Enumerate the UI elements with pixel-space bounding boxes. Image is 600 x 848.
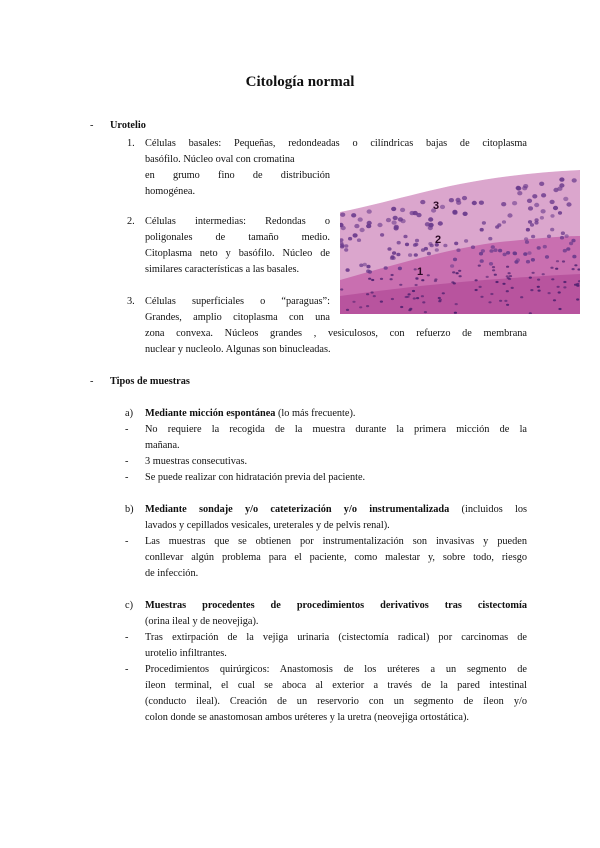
a-bullet-1-line-2: mañana. (145, 440, 180, 451)
nucleus-texture (526, 260, 530, 264)
nucleus-texture (400, 208, 405, 212)
nucleus-texture (408, 293, 411, 295)
nucleus-texture (380, 301, 383, 303)
nucleus-texture (569, 242, 573, 246)
nucleus-texture (480, 228, 484, 232)
item-3-line-2: Grandes, amplio citoplasma con una (145, 312, 330, 323)
nucleus-texture (346, 268, 350, 272)
list-number-3: 3. (127, 296, 135, 307)
nucleus-texture (421, 279, 424, 281)
bullet: - (125, 424, 129, 435)
nucleus-texture (506, 266, 509, 268)
nucleus-texture (503, 253, 507, 257)
nucleus-texture (346, 309, 349, 311)
nucleus-texture (354, 224, 359, 228)
nucleus-texture (368, 278, 371, 280)
nucleus-texture (398, 267, 402, 271)
nucleus-texture (563, 286, 566, 288)
nucleus-texture (486, 276, 489, 278)
nucleus-texture (472, 201, 477, 205)
nucleus-texture (479, 252, 483, 256)
list-number-1: 1. (127, 138, 135, 149)
nucleus-texture (499, 300, 502, 302)
nucleus-texture (517, 191, 522, 195)
item-1-line-2: basófilo. Núcleo oval con cromatina (145, 154, 295, 165)
subsection-b-line-2: lavados y cepillados vesicales, ureterales y de pelvis renal). (145, 520, 390, 531)
nucleus-texture (471, 245, 475, 249)
nucleus-texture (495, 281, 498, 283)
nucleus-texture (344, 248, 348, 252)
nucleus-texture (489, 249, 493, 253)
nucleus-texture (574, 284, 577, 286)
nucleus-texture (358, 217, 363, 221)
nucleus-texture (410, 211, 415, 215)
nucleus-texture (541, 193, 546, 197)
nucleus-texture (366, 224, 371, 228)
nucleus-texture (523, 252, 527, 256)
nucleus-texture (452, 211, 457, 215)
nucleus-texture (366, 293, 369, 295)
list-number-2: 2. (127, 216, 135, 227)
nucleus-texture (511, 287, 514, 289)
nucleus-texture (490, 293, 493, 295)
nucleus-texture (348, 237, 352, 241)
nucleus-texture (453, 282, 456, 284)
item-1-line-4: homogénea. (145, 186, 196, 197)
nucleus-texture (508, 272, 511, 274)
nucleus-texture (520, 296, 523, 298)
nucleus-texture (574, 264, 577, 266)
nucleus-texture (415, 284, 418, 286)
nucleus-texture (540, 216, 544, 220)
nucleus-texture (547, 235, 551, 239)
nucleus-texture (527, 199, 532, 203)
nucleus-texture (456, 248, 460, 252)
nucleus-texture (392, 256, 396, 260)
nucleus-texture (551, 278, 554, 280)
nucleus-texture (373, 295, 376, 297)
bullet: - (125, 536, 129, 547)
bullet: - (125, 456, 129, 467)
nucleus-texture (556, 260, 559, 262)
nucleus-texture (563, 197, 568, 201)
item-2-line-2: poligonales de tamaño medio. (145, 232, 330, 243)
nucleus-texture (506, 290, 509, 292)
nucleus-texture (359, 306, 362, 308)
a-bullet-1-line-1: No requiere la recogida de la muestra durante la primera micción de la (145, 424, 527, 435)
nucleus-texture (424, 311, 427, 313)
item-3-line-1: Células superficiales o “paraguas”: (145, 296, 330, 307)
nucleus-texture (456, 272, 459, 274)
subsection-b-rest: (incluidos los (449, 504, 527, 515)
a-bullet-2: 3 muestras consecutivas. (145, 456, 248, 467)
nucleus-texture (456, 198, 461, 202)
nucleus-texture (541, 209, 546, 213)
nucleus-texture (391, 274, 394, 276)
nucleus-texture (394, 225, 399, 229)
nucleus-texture (442, 292, 445, 294)
section-heading-urotelio: Urotelio (110, 120, 146, 131)
letter-b: b) (125, 504, 134, 515)
nucleus-texture (435, 248, 439, 252)
nucleus-texture (413, 243, 417, 247)
c-bullet-2-line-3: (conducto ileal). Creación de un reservorio con un segmento de íleon y/o (145, 696, 527, 707)
nucleus-texture (531, 235, 535, 239)
nucleus-texture (493, 248, 497, 252)
nucleus-texture (557, 286, 560, 288)
nucleus-texture (492, 266, 495, 268)
subsection-a-rest: (lo más frecuente). (275, 408, 356, 419)
nucleus-texture (438, 221, 443, 225)
nucleus-texture (464, 239, 468, 243)
item-3-line-3: zona convexa. Núcleos grandes , vesiculosos, con refuerzo de membrana (145, 328, 527, 339)
nucleus-texture (482, 221, 486, 225)
nucleus-texture (497, 223, 501, 227)
nucleus-texture (449, 198, 454, 202)
nucleus-texture (553, 206, 558, 210)
nucleus-texture (535, 218, 539, 222)
nucleus-texture (415, 239, 419, 243)
nucleus-texture (501, 202, 506, 206)
nucleus-texture (340, 243, 344, 247)
nucleus-texture (475, 289, 478, 291)
subsection-a-title (145, 406, 355, 422)
nucleus-texture (545, 255, 549, 259)
nucleus-texture (528, 220, 532, 224)
nucleus-texture (341, 226, 346, 230)
nucleus-texture (416, 297, 419, 299)
nucleus-texture (353, 233, 358, 237)
nucleus-texture (454, 312, 457, 314)
nucleus-texture (555, 268, 558, 270)
nucleus-texture (424, 247, 428, 251)
b-bullet-1-line-1: Las muestras que se obtienen por instrumentalización son invasivas y pueden (145, 536, 527, 547)
nucleus-texture (506, 304, 509, 306)
nucleus-texture (366, 265, 370, 269)
nucleus-texture (504, 300, 507, 302)
nucleus-texture (371, 279, 374, 281)
nucleus-texture (428, 217, 433, 221)
histology-urothelium-image (340, 170, 580, 314)
nucleus-texture (480, 296, 483, 298)
bullet: - (125, 664, 129, 675)
nucleus-texture (550, 214, 554, 218)
nucleus-texture (489, 262, 493, 266)
nucleus-texture (421, 295, 424, 297)
histology-svg (340, 170, 580, 314)
nucleus-texture (384, 266, 388, 270)
nucleus-texture (502, 220, 506, 224)
nucleus-texture (414, 253, 418, 257)
nucleus-texture (513, 252, 517, 256)
nucleus-texture (548, 292, 551, 294)
nucleus-texture (560, 236, 564, 240)
nucleus-texture (512, 201, 517, 205)
nucleus-texture (553, 299, 556, 301)
nucleus-texture (494, 274, 497, 276)
nucleus-texture (340, 288, 343, 290)
figure-label-3: 3 (433, 200, 440, 212)
nucleus-texture (463, 212, 468, 216)
nucleus-texture (386, 218, 391, 222)
c-bullet-2-line-1: Procedimientos quirúrgicos: Anastomosis de los uréteres a un segmento de (145, 664, 527, 675)
nucleus-texture (425, 222, 430, 226)
item-1-line-3: en grumo fino de distribución (145, 170, 330, 181)
nucleus-texture (396, 253, 400, 257)
nucleus-texture (543, 245, 547, 249)
nucleus-texture (488, 301, 491, 303)
nucleus-texture (478, 265, 481, 267)
c-bullet-1-line-1: Tras extirpación de la vejiga urinaria (cistectomía radical) por carcinomas de (145, 632, 527, 643)
nucleus-texture (507, 213, 512, 217)
nucleus-texture (462, 196, 467, 200)
b-bullet-1-line-3: de infección. (145, 568, 199, 579)
nucleus-texture (488, 237, 492, 241)
nucleus-texture (572, 255, 576, 259)
c-bullet-2-line-2: íleon terminal, el cual se aboca al exterior a través de la pared intestinal (145, 680, 527, 691)
nucleus-texture (452, 271, 455, 273)
nucleus-texture (557, 187, 562, 191)
nucleus-texture (524, 237, 528, 241)
nucleus-texture (558, 308, 561, 310)
nucleus-texture (399, 284, 402, 286)
subsection-c-bold: Muestras procedentes de procedimientos derivativos tras cistectomía (145, 600, 527, 611)
nucleus-texture (498, 249, 502, 253)
nucleus-texture (475, 279, 478, 281)
section-dash: - (90, 376, 94, 387)
nucleus-texture (455, 303, 458, 305)
letter-c: c) (125, 600, 133, 611)
nucleus-texture (390, 278, 393, 280)
nucleus-texture (523, 184, 528, 188)
nucleus-texture (351, 213, 356, 217)
nucleus-texture (565, 234, 569, 238)
nucleus-texture (509, 275, 512, 277)
nucleus-texture (392, 220, 397, 224)
nucleus-texture (550, 267, 553, 269)
item-1-line-1: Células basales: Pequeñas, redondeadas o cilíndricas bajas de citoplasma (145, 138, 527, 149)
nucleus-texture (422, 301, 425, 303)
nucleus-texture (572, 178, 577, 182)
subsection-b-title (145, 502, 527, 518)
nucleus-texture (408, 309, 411, 311)
nucleus-texture (537, 246, 541, 250)
nucleus-texture (532, 194, 537, 198)
nucleus-texture (443, 244, 447, 248)
nucleus-texture (454, 242, 458, 246)
nucleus-texture (563, 281, 566, 283)
nucleus-texture (427, 274, 430, 276)
nucleus-texture (408, 253, 412, 257)
nucleus-texture (459, 275, 462, 277)
nucleus-texture (528, 206, 533, 210)
section-heading-tipos: Tipos de muestras (110, 376, 190, 387)
nucleus-texture (427, 252, 431, 256)
figure-label-1: 1 (417, 266, 424, 278)
nucleus-texture (397, 241, 401, 245)
bullet: - (125, 472, 129, 483)
nucleus-texture (393, 216, 398, 220)
nucleus-texture (453, 258, 457, 262)
nucleus-texture (479, 286, 482, 288)
nucleus-texture (527, 251, 531, 255)
nucleus-texture (440, 205, 445, 209)
item-3-line-4: nuclear y nucleolo. Algunas son binucleadas. (145, 344, 331, 355)
nucleus-texture (529, 277, 532, 279)
nucleus-texture (537, 279, 540, 281)
c-bullet-1-line-2: urotelio infiltrantes. (145, 648, 227, 659)
nucleus-texture (352, 301, 355, 303)
nucleus-texture (561, 231, 565, 235)
item-2-line-1: Células intermedias: Redondas o (145, 216, 330, 227)
figure-label-2: 2 (435, 234, 442, 246)
nucleus-texture (344, 244, 348, 248)
nucleus-texture (368, 270, 372, 274)
nucleus-texture (502, 283, 505, 285)
nucleus-texture (491, 245, 495, 249)
nucleus-texture (357, 238, 361, 242)
subsection-a-bold: Mediante micción espontánea (145, 408, 276, 419)
nucleus-texture (538, 290, 541, 292)
nucleus-texture (405, 243, 409, 247)
nucleus-texture (403, 235, 407, 239)
c-bullet-2-line-4: colon donde se anastomosan ambos uréteres y la uretra (neovejiga ortostática). (145, 712, 469, 723)
nucleus-texture (359, 264, 363, 268)
nucleus-texture (566, 202, 571, 206)
a-bullet-3: Se puede realizar con hidratación previa del paciente. (145, 472, 366, 483)
nucleus-texture (371, 291, 374, 293)
nucleus-texture (340, 213, 345, 217)
nucleus-texture (438, 300, 441, 302)
nucleus-texture (514, 260, 518, 264)
bullet: - (125, 632, 129, 643)
nucleus-texture (550, 228, 554, 232)
nucleus-texture (563, 249, 567, 253)
nucleus-texture (576, 298, 579, 300)
nucleus-texture (401, 219, 406, 223)
item-2-line-4: similares características a las basales. (145, 264, 300, 275)
nucleus-texture (559, 177, 564, 181)
nucleus-texture (405, 296, 408, 298)
nucleus-texture (572, 268, 575, 270)
nucleus-texture (416, 213, 421, 217)
nucleus-texture (530, 289, 533, 291)
nucleus-texture (531, 258, 535, 262)
nucleus-texture (550, 200, 555, 204)
page-title: Citología normal (245, 74, 355, 90)
nucleus-texture (366, 305, 369, 307)
nucleus-texture (516, 186, 521, 190)
nucleus-texture (534, 203, 539, 207)
nucleus-texture (458, 270, 461, 272)
nucleus-texture (562, 260, 565, 262)
nucleus-texture (413, 297, 416, 299)
subsection-c-line-2: (orina ileal y de neovejiga). (145, 616, 259, 627)
nucleus-texture (542, 273, 545, 275)
nucleus-texture (363, 263, 367, 267)
nucleus-texture (537, 286, 540, 288)
nucleus-texture (392, 251, 396, 255)
nucleus-texture (428, 242, 432, 246)
nucleus-texture (420, 200, 425, 204)
nucleus-texture (558, 211, 562, 215)
nucleus-texture (434, 280, 437, 282)
letter-a: a) (125, 408, 133, 419)
nucleus-texture (360, 228, 365, 232)
nucleus-texture (400, 306, 403, 308)
nucleus-texture (480, 259, 484, 263)
b-bullet-1-line-2: conllevar algún problema para el paciente, como malestar y, sobre todo, riesgo (145, 552, 527, 563)
nucleus-texture (380, 278, 383, 280)
subsection-c-title (145, 598, 527, 614)
nucleus-texture (508, 278, 511, 280)
nucleus-texture (377, 223, 382, 227)
section-dash: - (90, 120, 94, 131)
nucleus-texture (492, 269, 495, 271)
nucleus-texture (526, 228, 530, 232)
nucleus-texture (412, 290, 415, 292)
nucleus-texture (367, 209, 372, 213)
nucleus-texture (391, 298, 394, 300)
nucleus-texture (387, 247, 391, 251)
item-2-line-3: Citoplasma neto y basófilo. Núcleo de (145, 248, 330, 259)
nucleus-texture (479, 201, 484, 205)
nucleus-texture (450, 264, 454, 268)
nucleus-texture (539, 182, 544, 186)
subsection-b-bold: Mediante sondaje y/o cateterización y/o instrumentalizada (145, 504, 450, 515)
nucleus-texture (380, 233, 384, 237)
nucleus-texture (532, 272, 535, 274)
nucleus-texture (391, 207, 396, 211)
nucleus-texture (525, 240, 529, 244)
nucleus-texture (558, 291, 561, 293)
